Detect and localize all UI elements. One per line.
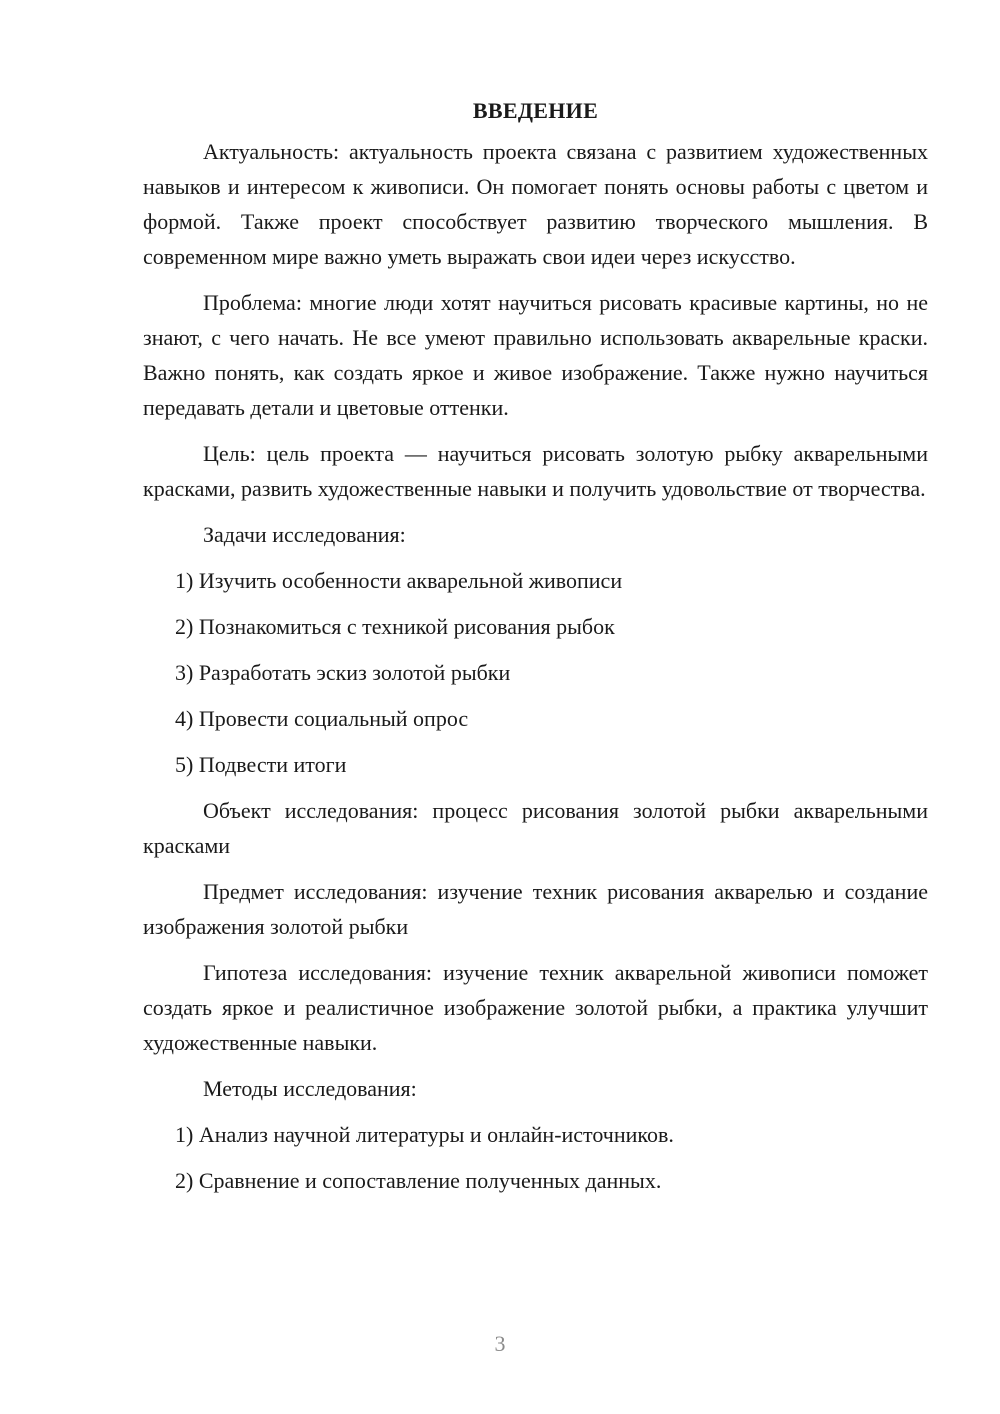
list-item: 2) Сравнение и сопоставление полученных данных.: [175, 1168, 662, 1193]
goal-paragraph: Цель: цель проекта — научиться рисовать золотую рыбку акварельными красками, развить художественные навыки и получить удовольствие от творчества.: [143, 441, 928, 501]
subject-paragraph: Предмет исследования: изучение техник рисования акварелью и создание изображения золотой рыбки: [143, 879, 928, 939]
page-number: 3: [494, 1331, 506, 1356]
methods-list: [143, 1117, 928, 1198]
document-page: [143, 93, 928, 1209]
list-item: 5) Подвести итоги: [175, 752, 347, 777]
tasks-list: [143, 563, 928, 782]
list-item: 2) Познакомиться с техникой рисования рыбок: [175, 614, 615, 639]
object-paragraph: Объект исследования: процесс рисования золотой рыбки акварельными красками: [143, 798, 928, 858]
tasks-heading: Задачи исследования:: [203, 522, 406, 547]
relevance-paragraph: Актуальность: актуальность проекта связана с развитием художественных навыков и интересом к живописи. Он помогает понять основы работы с цветом и формой. Также проект способствует развитию творческого мышления. В современном мире важно уметь выражать свои идеи через искусство.: [143, 139, 928, 269]
section-title: ВВЕДЕНИЕ: [472, 98, 599, 123]
problem-paragraph: Проблема: многие люди хотят научиться рисовать красивые картины, но не знают, с чего начать. Не все умеют правильно использовать акварельные краски. Важно понять, как создать яркое и живое изображение. Также нужно научиться передавать детали и цветовые оттенки.: [143, 290, 928, 420]
list-item: 1) Анализ научной литературы и онлайн-источников.: [175, 1122, 674, 1147]
hypothesis-paragraph: Гипотеза исследования: изучение техник акварельной живописи поможет создать яркое и реалистичное изображение золотой рыбки, а практика улучшит художественные навыки.: [143, 960, 928, 1055]
methods-heading: Методы исследования:: [203, 1076, 417, 1101]
list-item: 4) Провести социальный опрос: [175, 706, 469, 731]
list-item: 3) Разработать эскиз золотой рыбки: [175, 660, 511, 685]
list-item: 1) Изучить особенности акварельной живописи: [175, 568, 623, 593]
